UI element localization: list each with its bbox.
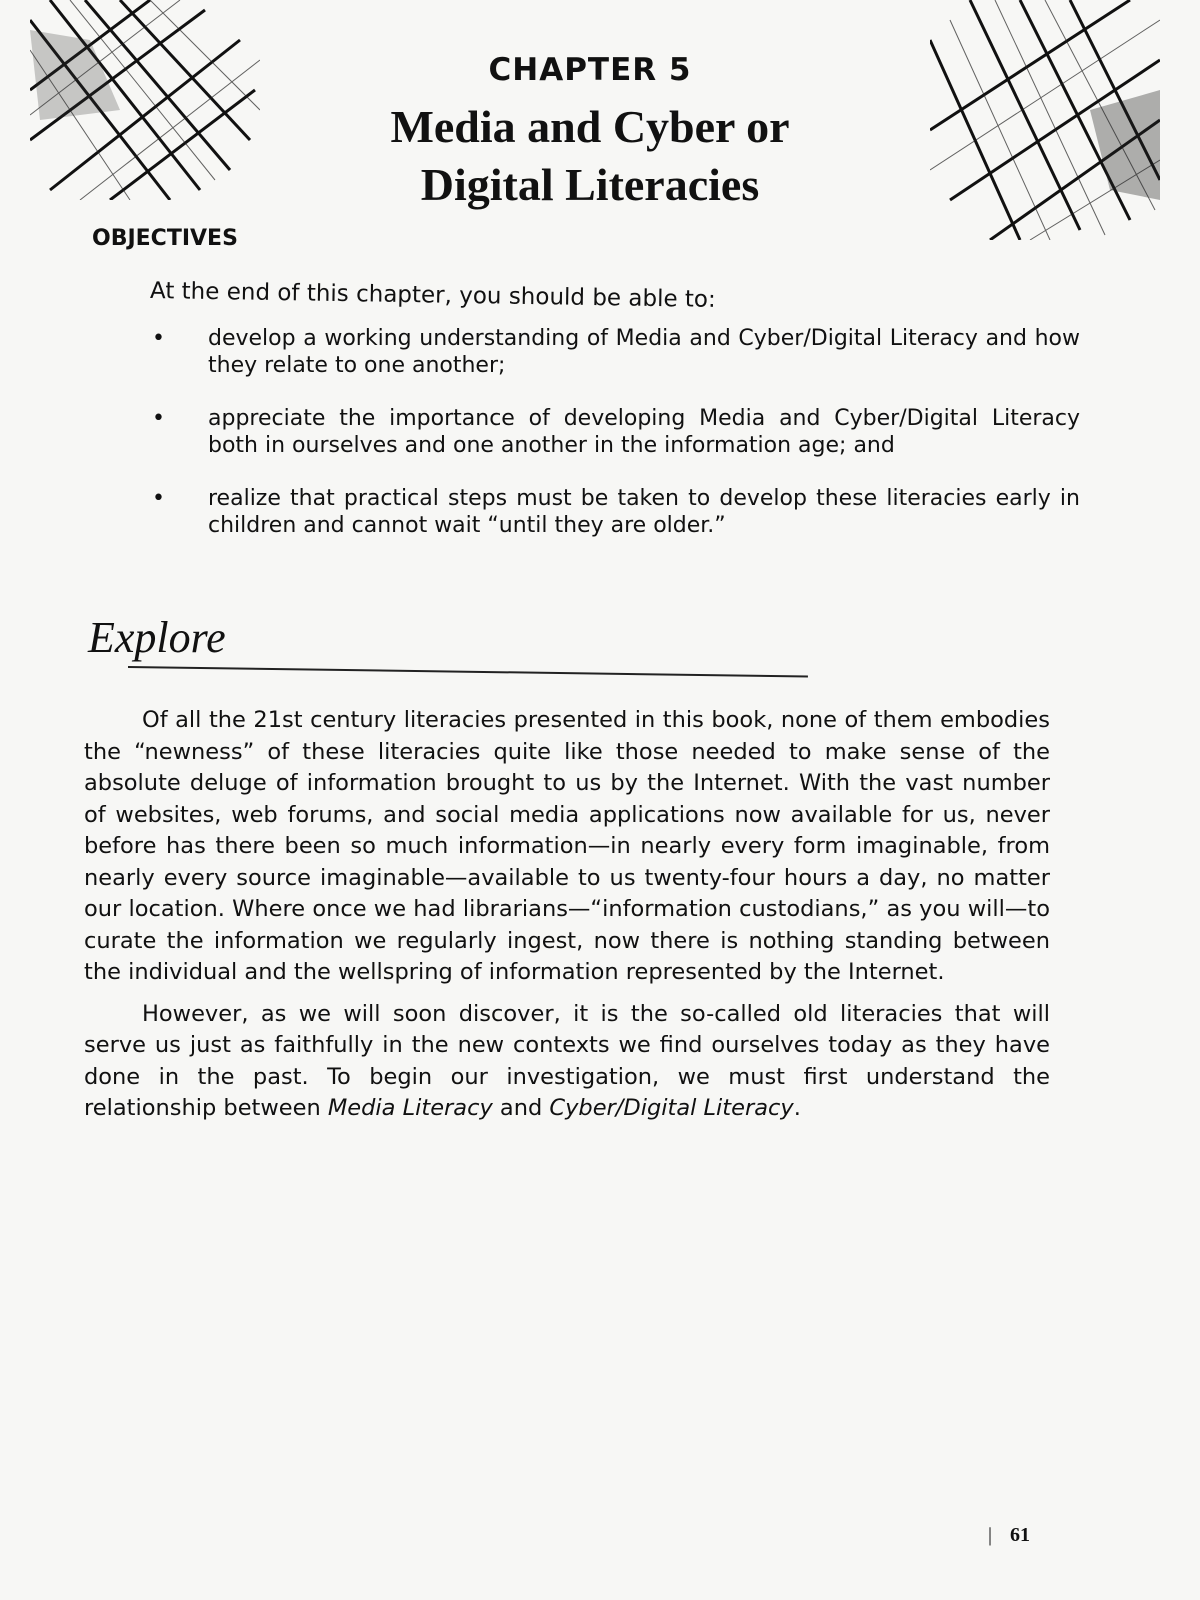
- page-number: 61: [1010, 1524, 1031, 1546]
- term-media-literacy: Media Literacy: [327, 1095, 493, 1121]
- objective-item: • appreciate the importance of developing Media and Cyber/Digital Literacy both in ourselves and one another in the information age; and: [150, 405, 1080, 459]
- chapter-header: [300, 52, 880, 214]
- chapter-title-line-2: Digital Literacies: [420, 159, 760, 210]
- body-paragraph-1: Of all the 21st century literacies presented in this book, none of them embodies the “newness” of these literacies quite like those needed to make sense of the absolute deluge of information brought to us by the Internet. With the vast number of websites, web forums, and social media applications now available for us, never before has there been so much information—in nearly every form imaginable, from nearly every source imaginable—available to us twenty-four hours a day, no matter our location. Where once we had librarians—“information custodians,” as you will—to curate the information we regularly ingest, now there is nothing standing between the individual and the wellspring of information represented by the Internet.: [84, 707, 1050, 985]
- paragraph-2-text: However, as we will soon discover, it is the so-called old literacies that will serve us just as faithfully in the new contexts we find ourselves today as they have done in the past. To begin our investigation, we must first understand the relationship between: [84, 1000, 1050, 1121]
- objective-item: • realize that practical steps must be taken to develop these literacies early in children and cannot wait “until they are older.”: [150, 485, 1080, 539]
- paragraph-2-end: .: [793, 1095, 801, 1121]
- body-paragraph-2: [84, 999, 1050, 1125]
- paragraph-2-connector: and: [492, 1095, 550, 1121]
- chapter-title-line-1: Media and Cyber or: [390, 101, 790, 152]
- chapter-title: [300, 98, 880, 214]
- objective-item: • develop a working understanding of Media and Cyber/Digital Literacy and how they relate to one another;: [150, 325, 1080, 379]
- objectives-intro: At the end of this chapter, you should be able to:: [149, 278, 716, 313]
- body-text: [84, 705, 1050, 1135]
- corner-grid-decoration-right: [930, 0, 1160, 240]
- term-cyber-digital-literacy: Cyber/Digital Literacy: [549, 1095, 794, 1121]
- explore-section-heading: [88, 612, 808, 692]
- corner-grid-decoration-left: [30, 0, 260, 200]
- explore-label: Explore: [88, 613, 226, 662]
- objectives-heading: OBJECTIVES: [92, 226, 238, 251]
- objectives-list: [150, 325, 1080, 565]
- page-separator: |: [988, 1524, 993, 1546]
- chapter-label: CHAPTER 5: [488, 52, 692, 88]
- explore-divider: [128, 666, 808, 677]
- page-footer: [988, 1524, 1030, 1547]
